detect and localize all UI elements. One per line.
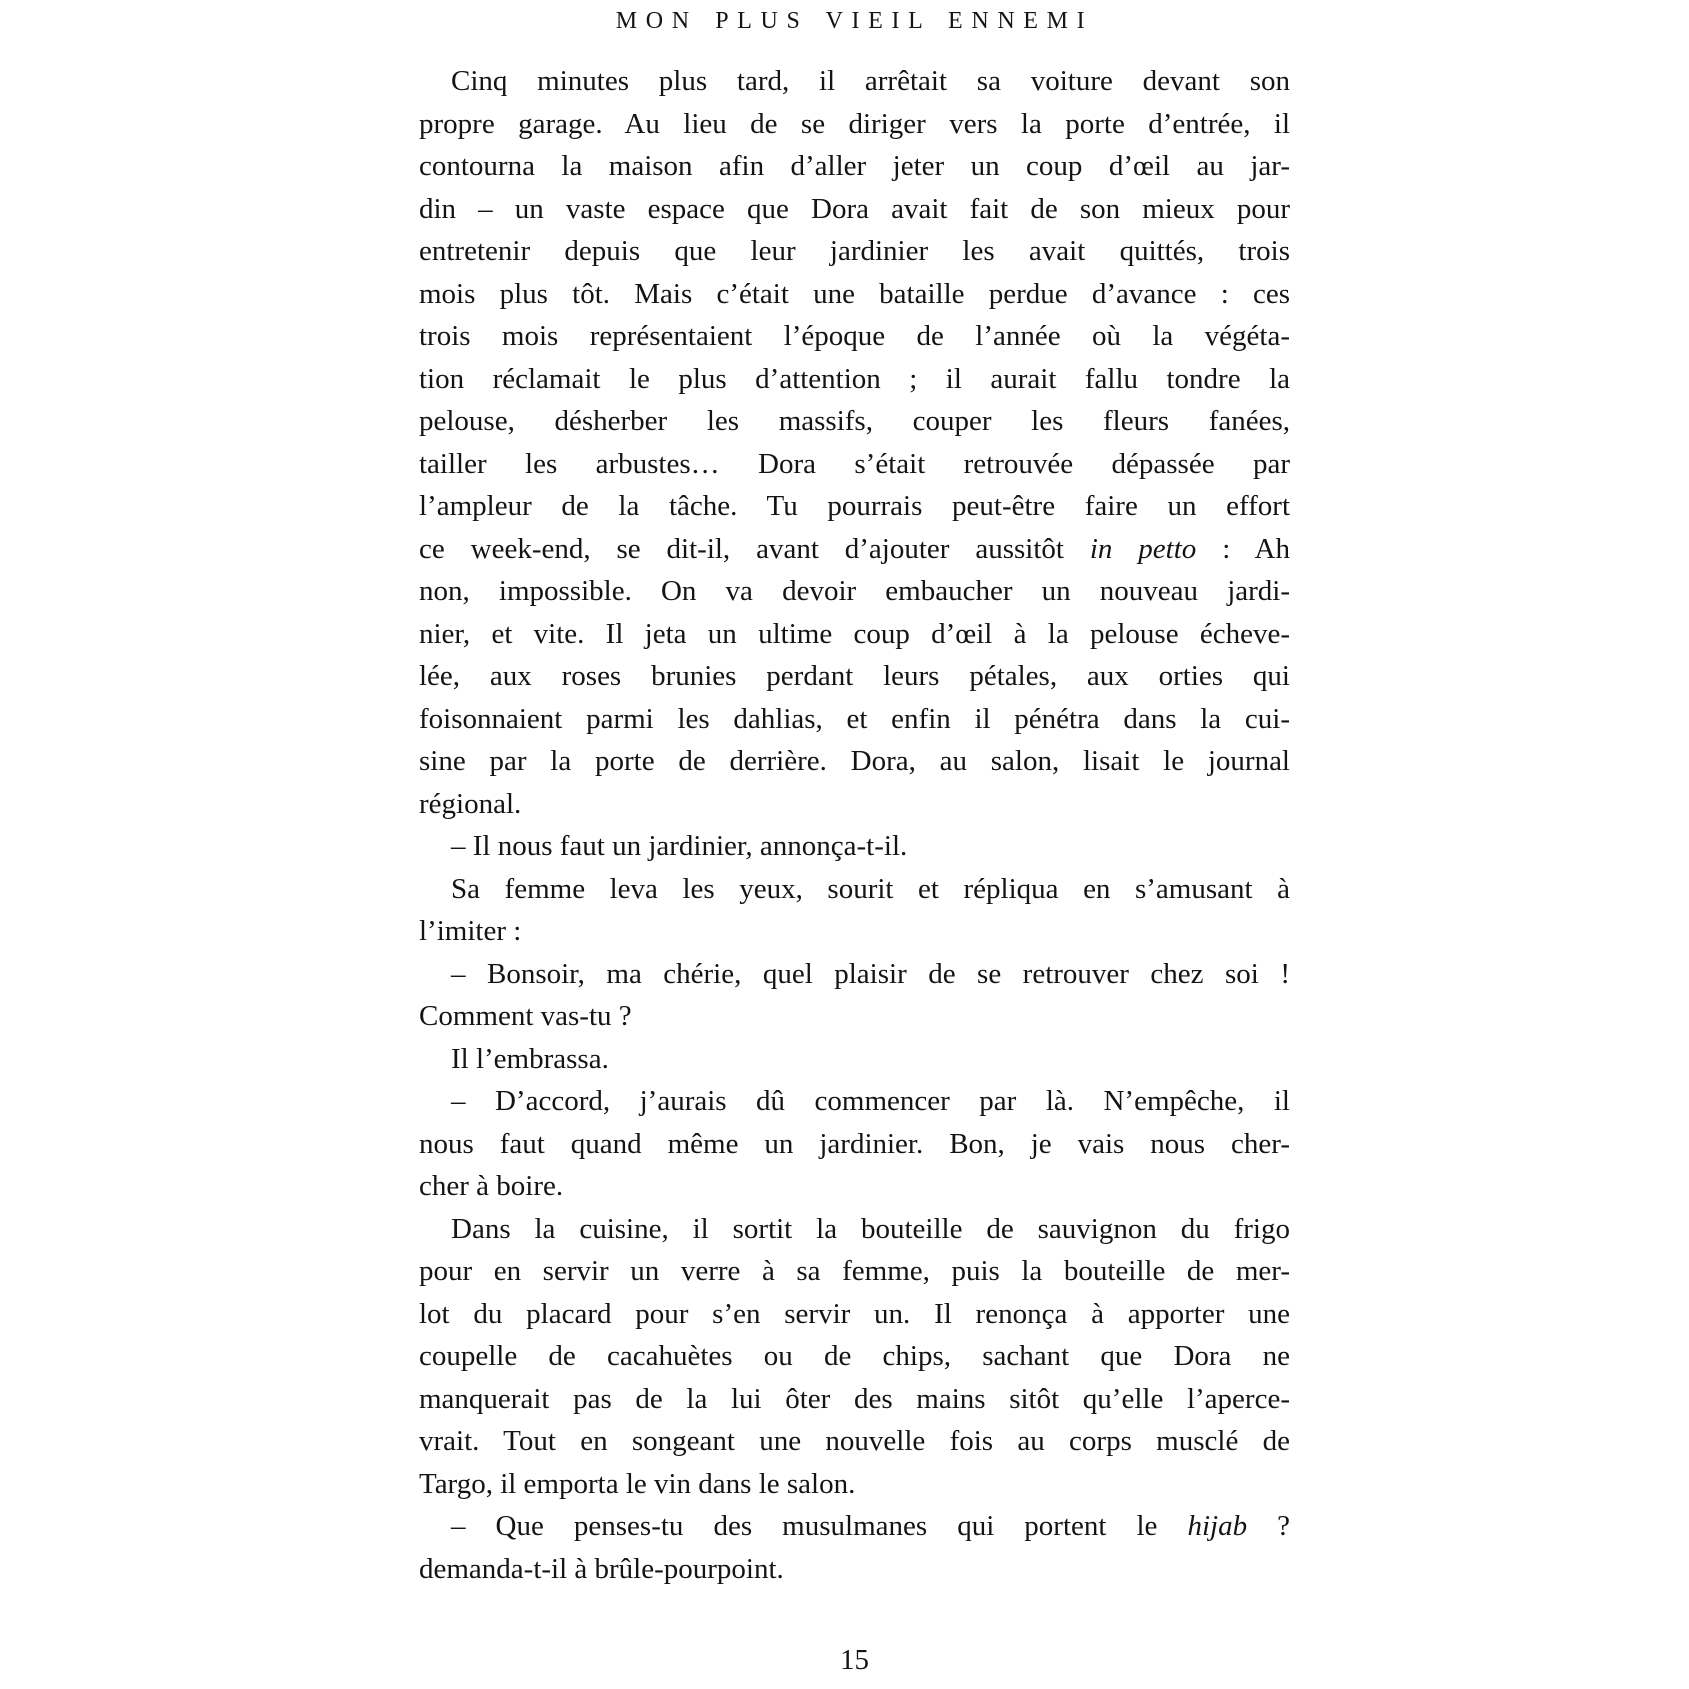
text-line: sine par la porte de derrière. Dora, au salon, lisait le journal <box>419 745 1290 777</box>
text-line: foisonnaient parmi les dahlias, et enfin il pénétra dans la cui- <box>419 702 1290 735</box>
paragraph <box>419 60 1290 825</box>
text-line: manquerait pas de la lui ôter des mains sitôt qu’elle l’aperce- <box>419 1382 1290 1415</box>
paragraph <box>419 1038 1290 1081</box>
paragraph <box>419 868 1290 953</box>
text-line: cher à boire. <box>419 1170 564 1202</box>
text-line: nous faut quand même un jardinier. Bon, je vais nous cher- <box>419 1127 1290 1160</box>
text-line: régional. <box>419 787 522 820</box>
text-line: Dans la cuisine, il sortit la bouteille de sauvignon du frigo <box>451 1212 1290 1245</box>
text-line: lot du placard pour s’en servir un. Il renonça à apporter une <box>419 1297 1290 1330</box>
paragraph <box>419 1080 1290 1208</box>
text-line: – Bonsoir, ma chérie, quel plaisir de se retrouver chez soi ! <box>451 957 1290 990</box>
paragraph <box>419 953 1290 1038</box>
running-header: MON PLUS VIEIL ENNEMI <box>615 8 1094 34</box>
text-line: Targo, il emporta le vin dans le salon. <box>419 1467 856 1500</box>
text-line: vrait. Tout en songeant une nouvelle fois au corps musclé de <box>419 1425 1290 1457</box>
text-line: Comment vas-tu ? <box>419 1000 632 1032</box>
text-line: Cinq minutes plus tard, il arrêtait sa voiture devant son <box>451 65 1290 97</box>
text-line: din – un vaste espace que Dora avait fait de son mieux pour <box>419 192 1290 225</box>
text-line: l’imiter : <box>419 915 522 947</box>
text-line: – Il nous faut un jardinier, annonça-t-il. <box>451 830 908 862</box>
text-line: coupelle de cacahuètes ou de chips, sachant que Dora ne <box>419 1340 1290 1372</box>
text-line: entretenir depuis que leur jardinier les avait quittés, trois <box>419 235 1290 267</box>
text-line: tailler les arbustes… Dora s’était retrouvée dépassée par <box>419 447 1290 480</box>
text-line: – Que penses-tu des musulmanes qui portent le hijab ? <box>451 1510 1290 1542</box>
paragraph <box>419 1505 1290 1590</box>
text-line: l’ampleur de la tâche. Tu pourrais peut-être faire un effort <box>419 490 1290 522</box>
body-text <box>419 60 1290 1590</box>
text-line: – D’accord, j’aurais dû commencer par là. N’empêche, il <box>451 1085 1290 1117</box>
text-line: lée, aux roses brunies perdant leurs pétales, aux orties qui <box>419 660 1290 692</box>
text-line: Il l’embrassa. <box>451 1042 609 1075</box>
text-line: pour en servir un verre à sa femme, puis la bouteille de mer- <box>419 1255 1290 1287</box>
page-number: 15 <box>840 1644 869 1676</box>
text-line: propre garage. Au lieu de se diriger vers la porte d’entrée, il <box>419 107 1290 140</box>
text-line: nier, et vite. Il jeta un ultime coup d’œil à la pelouse écheve- <box>419 617 1290 650</box>
text-line: Sa femme leva les yeux, sourit et répliqua en s’amusant à <box>451 872 1290 905</box>
text-line: ce week-end, se dit-il, avant d’ajouter aussitôt in petto : Ah <box>419 532 1290 565</box>
text-line: tion réclamait le plus d’attention ; il aurait fallu tondre la <box>419 362 1290 395</box>
text-line: contourna la maison afin d’aller jeter un coup d’œil au jar- <box>419 150 1290 182</box>
text-line: demanda-t-il à brûle-pourpoint. <box>419 1552 784 1585</box>
text-line: pelouse, désherber les massifs, couper les fleurs fanées, <box>419 405 1290 437</box>
text-line: trois mois représentaient l’époque de l’année où la végéta- <box>419 320 1290 352</box>
paragraph <box>419 825 1290 868</box>
text-line: non, impossible. On va devoir embaucher un nouveau jardi- <box>419 575 1290 607</box>
text-line: mois plus tôt. Mais c’était une bataille perdue d’avance : ces <box>419 277 1290 310</box>
paragraph <box>419 1208 1290 1506</box>
